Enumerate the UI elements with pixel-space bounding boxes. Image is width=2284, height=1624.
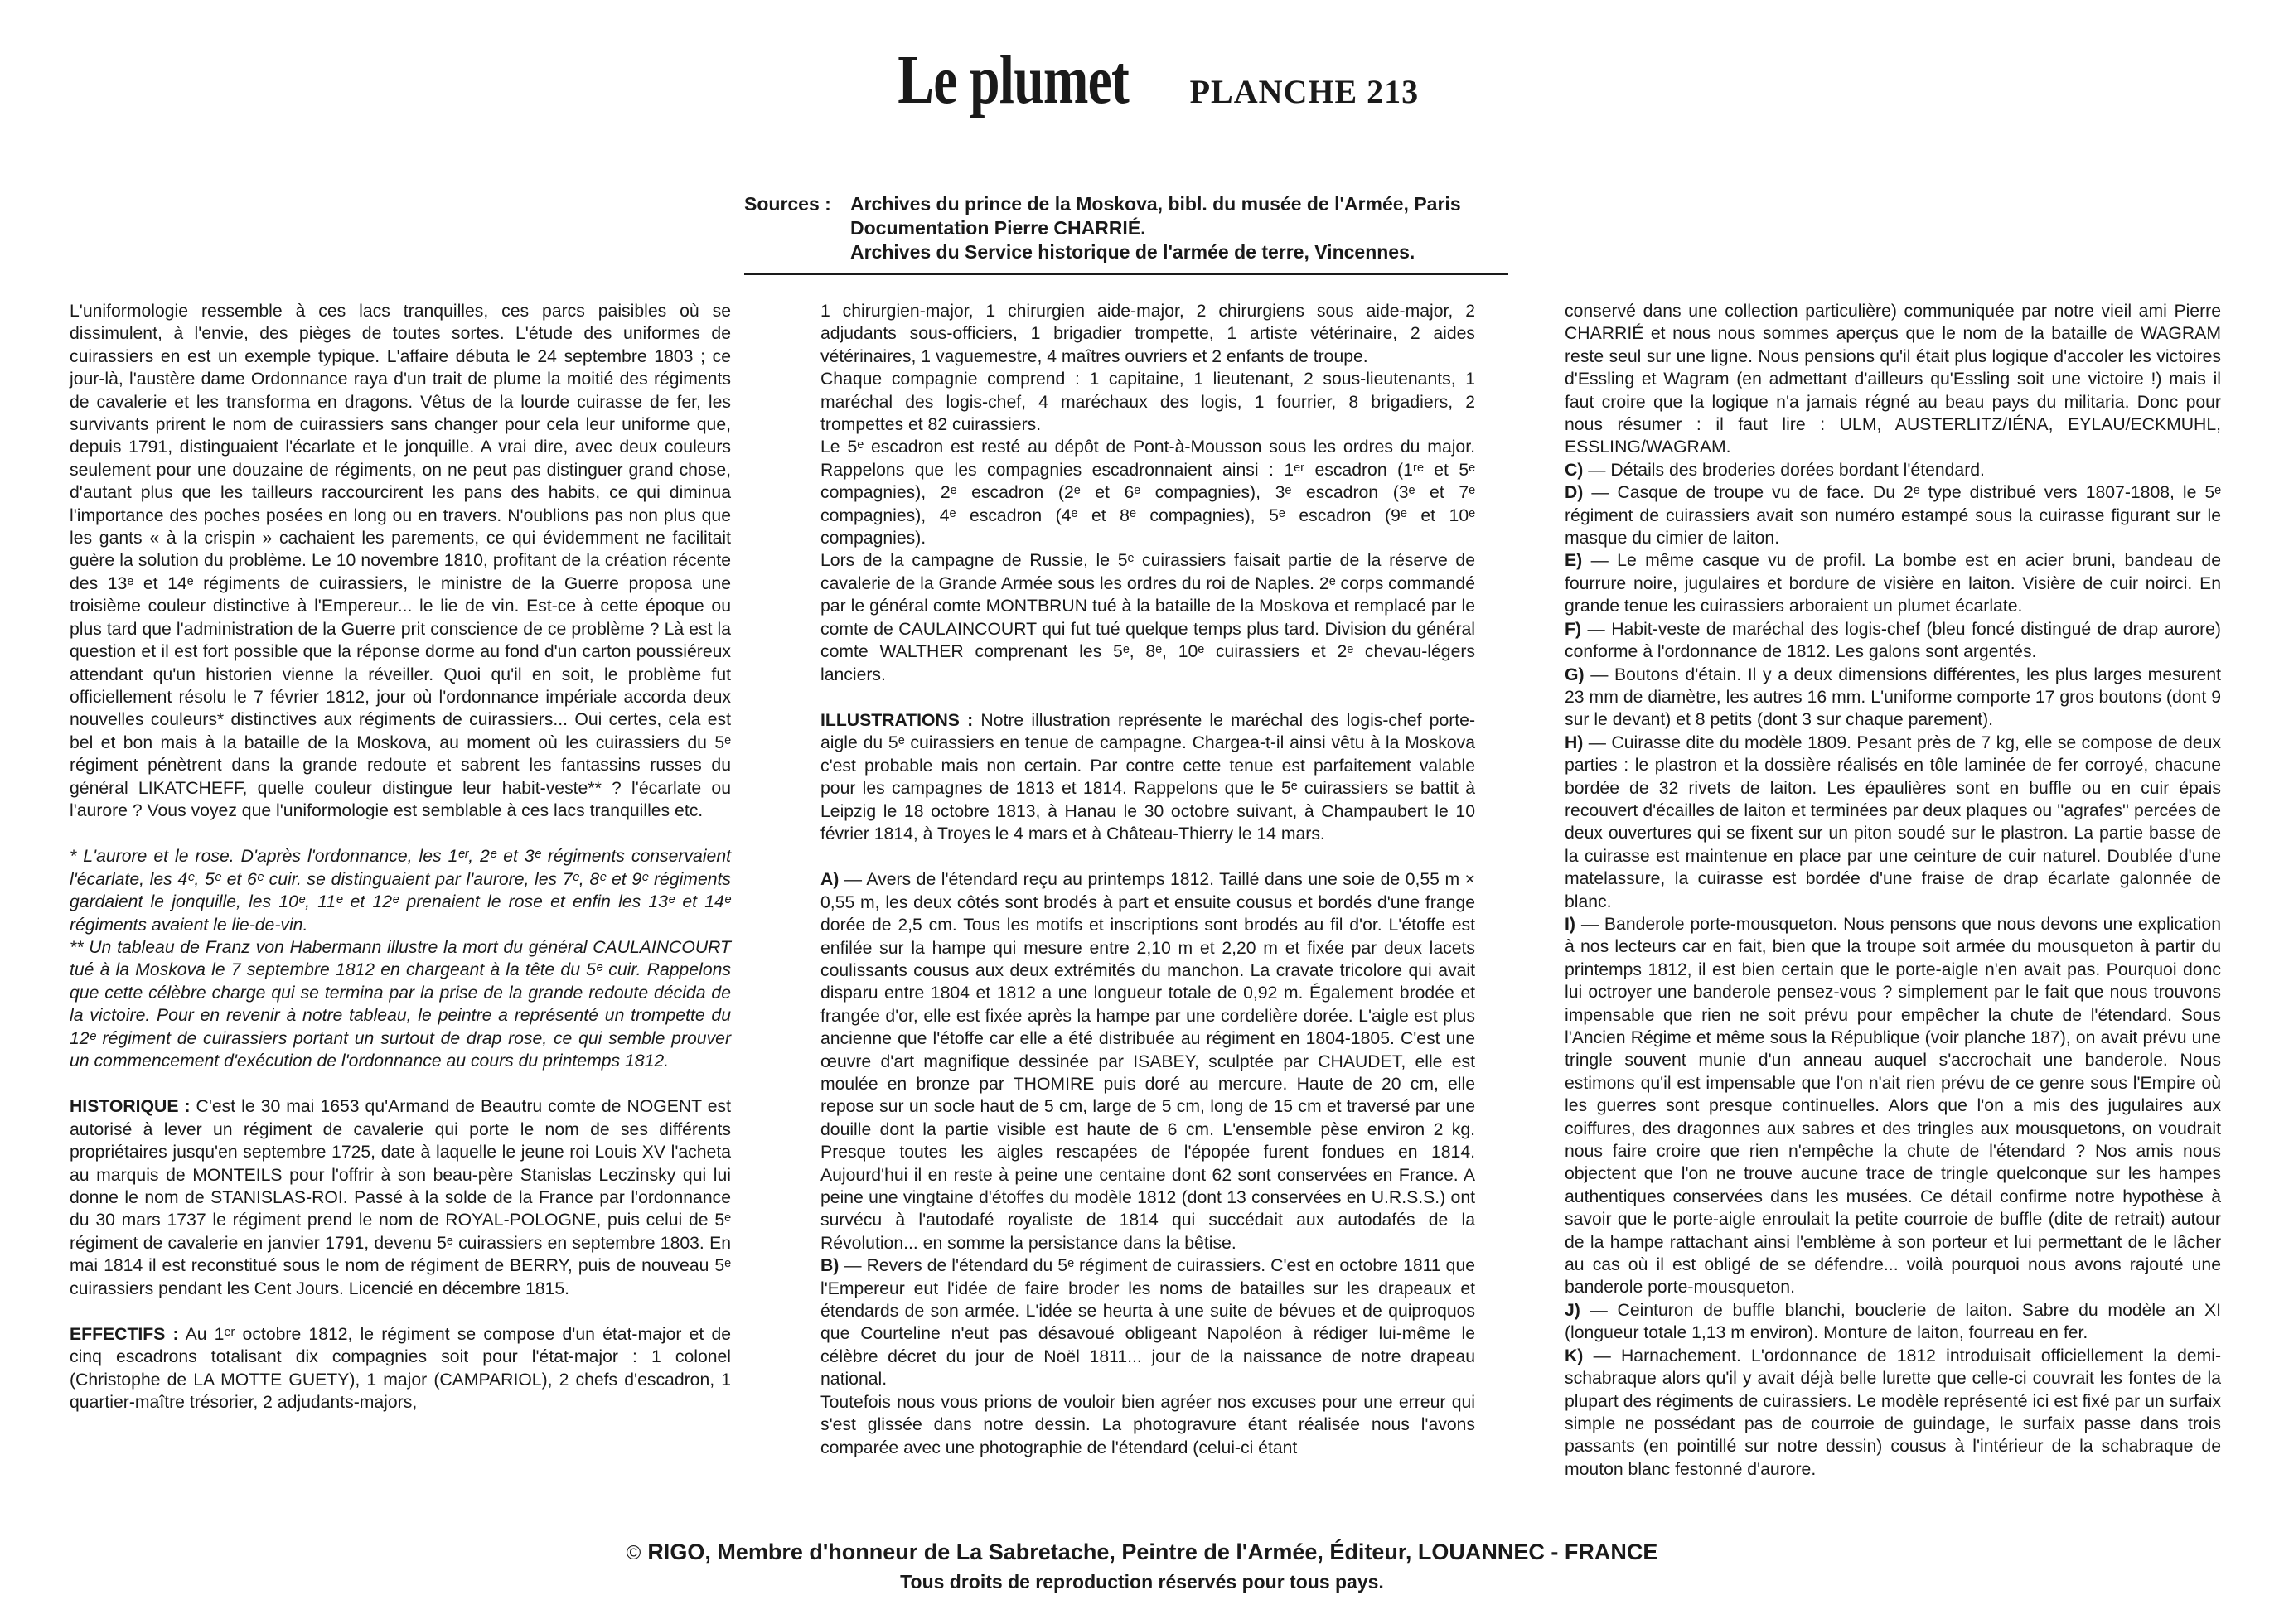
page-header [0,40,2284,120]
publisher-line [0,1539,2284,1565]
item-a-label: A) [820,870,840,890]
source-line: Documentation Pierre CHARRIÉ. [850,217,1146,239]
item-d-label: D) [1565,483,1584,503]
item-g-text: — Boutons d'étain. Il y a deux dimensions différentes, les plus larges mesurent 23 mm de diamètre, les autres 16 mm. L'uniforme comporte 17 gros boutons (dont 9 sur le devant) et 8 petits (dont 3 sur chaque parement). [1565,665,2222,730]
footnote-2: ** Un tableau de Franz von Habermann illustre la mort du général CAULAINCOURT tué à la Moskova le 7 septembre 1812 en chargeant à la tête du 5ᵉ cuir. Rappelons que cette célèbre charge qui se termina par la prise de la grande redoute décida de la victoire. Pour en revenir à notre tableau, le peintre a représenté un trompette du 12ᵉ régiment de cuirassiers portant un surtout de drap rose, ce qui semble prouver un commencement d'exécution de l'ordonnance au cours du printemps 1812. [70,937,731,1071]
item-k [1565,1345,2221,1481]
item-f-text: — Habit-veste de maréchal des logis-chef (bleu foncé distingué de drap aurore) conforme à l'ordonnance de 1812. Les galons sont argentés. [1565,619,2221,662]
intro-paragraph: L'uniformologie ressemble à ces lacs tranquilles, ces parcs paisibles où se dissimulent, à l'envie, des pièges de toutes sortes. L'étude des uniformes de cuirassiers en est un exemple typique. L'affaire débuta le 24 septembre 1803 ; ce jour-là, l'austère dame Ordonnance raya d'un trait de plume la moitié des régiments de cavalerie et les transforma en dragons. Vêtus de la lourde cuirasse de fer, les survivants prirent le nom de cuirassiers sans changer pour cela leur uniforme que, depuis 1791, distinguaient l'écarlate et le jonquille. A vrai dire, avec deux couleurs seulement pour une douzaine de régiments, on ne peut pas distinguer grand chose, d'autant plus que les tailleurs raccourcirent les pans des habits, ce qui diminua l'importance des poches posées en long ou en travers. N'oublions pas non plus que les gants « à la crispin » cachaient les parements, ce qui évidemment ne facilitait guère la solution du problème. Le 10 novembre 1810, profitant de la création récente des 13ᵉ et 14ᵉ régiments de cuirassiers, le ministre de la Guerre proposa une troisième couleur distinctive à l'Empereur... le lie de vin. Est-ce à cette époque ou plus tard que l'administration de la Guerre prit conscience de ce problème ? Là est la question et il est fort possible que la réponse dorme au fond d'un carton poussiéreux attendant qu'un historien vienne la réveiller. Quoi qu'il en soit, le problème fut officiellement résolu le 7 février 1812, jour où l'ordonnance impériale accorda deux nouvelles couleurs* distinctives aux régiments de cuirassiers... Oui certes, cela est bel et bon mais à la bataille de la Moskova, au moment où les cuirassiers du 5ᵉ régiment pénètrent dans la grande redoute et sabrent les fantassins russes du général LIKATCHEFF, quelle couleur distingue leur habit-veste** ? l'écarlate ou l'aurore ? Vous voyez que l'uniformologie est semblable à ces lacs tranquilles etc. [70,302,731,820]
item-i-label: I) [1565,914,1575,934]
erratum-paragraph: Toutefois nous vous prions de vouloir bien agréer nos excuses pour une erreur qui s'est glissée dans notre dessin. La photogravure étant réalisée nous l'avons comparée avec une photographie de l'étendard (celui-ci étant [820,1392,1475,1457]
item-i [1565,913,2221,1299]
item-b-label: B) [820,1256,840,1276]
campagne-paragraph: Lors de la campagne de Russie, le 5ᵉ cuirassiers faisait partie de la réserve de cavalerie de la Grande Armée sous les ordres du roi de Naples. 2ᵉ corps commandé par le général comte MONTBRUN tué à la bataille de la Moskova et remplacé par le comte de CAULAINCOURT qui fut tué quelque temps plus tard. Division du général comte WALTHER comprenant les 5ᵉ, 8ᵉ, 10ᵉ cuirassiers et 2ᵉ chevau-légers lanciers. [820,551,1475,684]
item-j-label: J) [1565,1300,1580,1320]
footnote-1: * L'aurore et le rose. D'après l'ordonnance, les 1ᵉʳ, 2ᵉ et 3ᵉ régiments conservaient l'écarlate, les 4ᵉ, 5ᵉ et 6ᵉ cuir. se distinguaient par l'aurore, les 7ᵉ, 8ᵉ et 9ᵉ régiments gardaient le jonquille, les 10ᵉ, 11ᵉ et 12ᵉ prenaient le rose et enfin les 13ᵉ et 14ᵉ régiments avaient le lie-de-vin. [70,847,731,935]
item-e [1565,549,2221,617]
illustrations-heading: ILLUSTRATIONS : [820,710,974,730]
item-h [1565,732,2221,913]
item-b-text: — Revers de l'étendard du 5ᵉ régiment de cuirassiers. C'est en octobre 1811 que l'Empereur eut l'idée de faire broder les noms de batailles sur les drapeaux et étendards de son armée. L'idée se heurta à une suite de bévues et de quiproquos que Courteline n'eut pas désavoué obligeant Napoléon à rédiger lui-même le célèbre décret du jour de Noël 1811... jour de la naissance de notre drapeau national. [820,1256,1476,1390]
source-line: Archives du prince de la Moskova, bibl. du musée de l'Armée, Paris [850,193,1461,215]
planche-number: PLANCHE 213 [1189,73,1420,110]
rights-line: Tous droits de reproduction réservés pour tous pays. [900,1571,1384,1593]
sources-block [744,192,1507,264]
item-g [1565,664,2221,732]
item-h-text: — Cuirasse dite du modèle 1809. Pesant près de 7 kg, elle se compose de deux parties : le plastron et la dossière réalisés en tôle laminée de fer corroyé, chacune bordée de 32 rivets de laiton. Les épaulières sont en buffle ou en cuir épais recouvert d'écailles de laiton et terminées par deux plaques ou ''agrafes'' percées de deux ouvertures qui se fixent sur un piton soudé sur le plastron. La partie basse de la cuirasse est maintenue en place par une ceinture de cuir naturel. Doublée d'une matelassure, la cuirasse est bordée d'une fraise de drap écarlate galonnée de blanc. [1565,732,2221,911]
item-j-text: — Ceinturon de buffle blanchi, bouclerie de laiton. Sabre du modèle an XI (longueur totale 1,13 m environ). Monture de laiton, fourreau en fer. [1565,1300,2221,1343]
sources-label: Sources : [744,193,831,215]
effectifs-heading: EFFECTIFS : [70,1325,179,1345]
item-c [1565,459,2221,481]
sources-divider [744,273,1508,275]
text-column-3 [1565,300,2221,1481]
effectifs-continued: 1 chirurgien-major, 1 chirurgien aide-major, 2 chirurgiens sous aide-major, 2 adjudants sous-officiers, 1 brigadier trompette, 1 artiste vétérinaire, 2 aides vétérinaires, 1 vaguemestre, 4 maîtres ouvriers et 2 enfants de troupe. [820,302,1475,366]
item-i-text: — Banderole porte-mousqueton. Nous pensons que nous devons une explication à nos lecteurs car en fait, bien que la troupe soit armée du mousqueton à partir du printemps 1812, il est bien certain que le porte-aigle n'en avait pas. Pourquoi donc lui octroyer une banderole pensez-vous ? simplement par le fait que nous trouvons impensable que rien ne soit prévu pour empêcher la chute de l'étendard. Sous l'Ancien Régime et même sous la République (voir planche 187), on avait prévu une tringle souvent munie d'un anneau auquel s'accrochait une banderole. Nous estimons qu'il est impensable que l'on n'ait rien prévu de ce genre sous l'Empire où les guerres sont presque continuelles. Alors que l'on a mis des jugulaires aux coiffures, des dragonnes aux sabres et des tringles aux mousquetons, on voudrait nous faire croire que rien n'empêche la chute de l'étendard ? Nos amis nous objectent que l'on ne trouve aucune trace de tringle quelconque sur les hampes authentiques conservées dans les musées. Ce détail confirme notre hypothèse à savoir que le porte-aigle enroulait la petite courroie de buffle (dite de retrait) autour de la hampe rattachant ainsi l'emblème à son porteur et lui permettant de le lâcher au cas où il est obligé de se défendre... voilà pourquoi nous avons rajouté une banderole porte-mousqueton. [1565,914,2222,1298]
item-e-label: E) [1565,551,1583,571]
historique-heading: HISTORIQUE : [70,1097,191,1117]
item-d-text: — Casque de troupe vu de face. Du 2ᵉ type distribué vers 1807-1808, le 5ᵉ régiment de cuirassiers avait son numéro estampé sous la cuirasse figurant sur le masque du cimier de laiton. [1565,483,2222,549]
item-e-text: — Le même casque vu de profil. La bombe est en acier bruni, bandeau de fourrure noire, jugulaires et bordure de visière en laiton. Visière de cuir noirci. En grande tenue les cuirassiers arboraient un plumet écarlate. [1565,551,2222,616]
item-c-label: C) [1565,460,1584,480]
item-f-label: F) [1565,619,1581,639]
page-title: Le plumet [898,41,1129,118]
item-c-text: — Détails des broderies dorées bordant l'étendard. [1588,460,1985,480]
item-k-text: — Harnachement. L'ordonnance de 1812 introduisait officiellement la demi-schabraque alors qu'il y avait déjà belle lurette que celle-ci couvrait les fontes de la plupart des régiments de cuirassiers. Le modèle représenté ici est fixé par un surfaix simple ne possédant pas de courroie de guindage, le surfaix passe dans trois passants (en pointillé sur notre dessin) cousus à l'intérieur de la schabraque de mouton blanc festonné d'aurore. [1565,1346,2221,1479]
item-d [1565,481,2221,549]
compagnie-paragraph: Chaque compagnie comprend : 1 capitaine, 1 lieutenant, 2 sous-lieutenants, 1 maréchal des logis-chef, 4 maréchaux des logis, 1 fourrier, 8 brigadiers, 2 trompettes et 82 cuirassiers. [820,370,1475,435]
historique-text: C'est le 30 mai 1653 qu'Armand de Beautru comte de NOGENT est autorisé à lever un régiment de cavalerie qui porte le nom de ses différents propriétaires jusqu'en septembre 1725, date à laquelle le jeune roi Louis XV l'acheta au marquis de MONTEILS pour l'offrir à son beau-père Stanislas Leczinsky qui lui donne le nom de STANISLAS-ROI. Passé à la solde de la France par l'ordonnance du 30 mars 1737 le régiment prend le nom de ROYAL-POLOGNE, puis celui de 5ᵉ régiment de cavalerie en janvier 1791, devenu 5ᵉ cuirassiers en septembre 1803. En mai 1814 il est reconstitué sous le nom de régiment de BERRY, puis de nouveau 5ᵉ cuirassiers pendant les Cent Jours. Licencié en décembre 1815. [70,1097,731,1298]
item-f [1565,618,2221,664]
illustrations-section [820,709,1475,845]
item-h-label: H) [1565,732,1584,752]
illustrations-text: Notre illustration représente le maréchal des logis-chef porte-aigle du 5ᵉ cuirassiers en tenue de campagne. Chargea-t-il ainsi vêtu à la Moskova c'est probable mais non certain. Par contre cette tenue est parfaitement valable pour les campagnes de 1813 et 1814. Rappelons que le 5ᵉ cuirassiers se battit à Leipzig le 18 octobre 1813, à Hanau le 30 octobre suivant, à Champaubert le 10 février 1814, à Troyes le 4 mars et à Château-Thierry le 14 mars. [820,710,1476,843]
publisher-text: RIGO, Membre d'honneur de La Sabretache, Peintre de l'Armée, Éditeur, LOUANNEC - FRANCE [647,1539,1658,1564]
source-line: Archives du Service historique de l'armée de terre, Vincennes. [850,241,1415,263]
item-b [820,1254,1475,1390]
item-a [820,868,1475,1254]
item-g-label: G) [1565,665,1585,684]
effectifs-text: Au 1ᵉʳ octobre 1812, le régiment se compose d'un état-major et de cinq escadrons totalisant dix compagnies soit pour l'état-major : 1 colonel (Christophe de LA MOTTE GUETY), 1 major (CAMPARIOL), 2 chefs d'escadron, 1 quartier-maître trésorier, 2 adjudants-majors, [70,1325,732,1413]
item-a-text: — Avers de l'étendard reçu au printemps 1812. Taillé dans une soie de 0,55 m × 0,55 m, les deux côtés sont brodés à part et ensuite cousus et bordés d'une frange dorée de 2,5 cm. Tous les motifs et inscriptions sont brodés au fil d'or. L'étoffe est enfilée sur la hampe qui mesure entre 2,10 m et 2,20 m et fixée par deux lacets coulissants cousus aux deux extrémités du manchon. La cravate tricolore qui avait disparu entre 1804 et 1812 a une longueur totale de 0,92 m. Également brodée et frangée d'or, elle est fixée après la hampe par une cordelière dorée. L'aigle est plus ancienne que l'étoffe car elle a été distribuée au régiment en 1804-1805. C'est une œuvre d'art magnifique dessinée par ISABEY, sculptée par CHAUDET, elle est moulée en bronze par THOMIRE puis doré au mercure. Haute de 20 cm, elle repose sur un socle haut de 5 cm, large de 5 cm, long de 15 cm et traversé par une douille dont la partie visible est haute de 6 cm. L'ensemble pèse environ 2 kg. Presque toutes les aigles rescapées de l'épopée furent fondues en 1814. Aujourd'hui il en reste à peine une centaine dont 62 sont conservées en France. A peine une vingtaine d'étoffes du modèle 1812 (dont 13 conservées en U.R.S.S.) ont survécu à l'autodafé royaliste de 1814 qui succédait aux autodafés de la Révolution... en somme la persistance dans la bêtise. [820,870,1475,1253]
erratum-continued: conservé dans une collection particulière) communiquée par notre vieil ami Pierre CHARRIÉ et nous nous sommes aperçus que le nom de la bataille de WAGRAM reste seul sur une ligne. Nous pensions qu'il était plus logique d'accoler les victoires d'Essling et Wagram (en admettant d'ailleurs qu'Essling soit une victoire !) mais il faut croire que la logique n'a jamais régné au beau pays du militaria. Donc pour nous résumer : il faut lire : ULM, AUSTERLITZ/IÉNA, EYLAU/ECKMUHL, ESSLING/WAGRAM. [1565,302,2221,457]
text-column-1 [70,300,731,1414]
text-column-2 [820,300,1475,1459]
item-k-label: K) [1565,1346,1584,1365]
effectifs-section [70,1323,731,1414]
item-j [1565,1299,2221,1345]
copyright-symbol: © [626,1542,641,1564]
escadron-paragraph: Le 5ᵉ escadron est resté au dépôt de Pont-à-Mousson sous les ordres du major. Rappelons que les compagnies escadronnaient ainsi : 1ᵉʳ escadron (1ʳᵉ et 5ᵉ compagnies), 2ᵉ escadron (2ᵉ et 6ᵉ compagnies), 3ᵉ escadron (3ᵉ et 7ᵉ compagnies), 4ᵉ escadron (4ᵉ et 8ᵉ compagnies), 5ᵉ escadron (9ᵉ et 10ᵉ compagnies). [820,437,1475,549]
historique-section [70,1095,731,1300]
